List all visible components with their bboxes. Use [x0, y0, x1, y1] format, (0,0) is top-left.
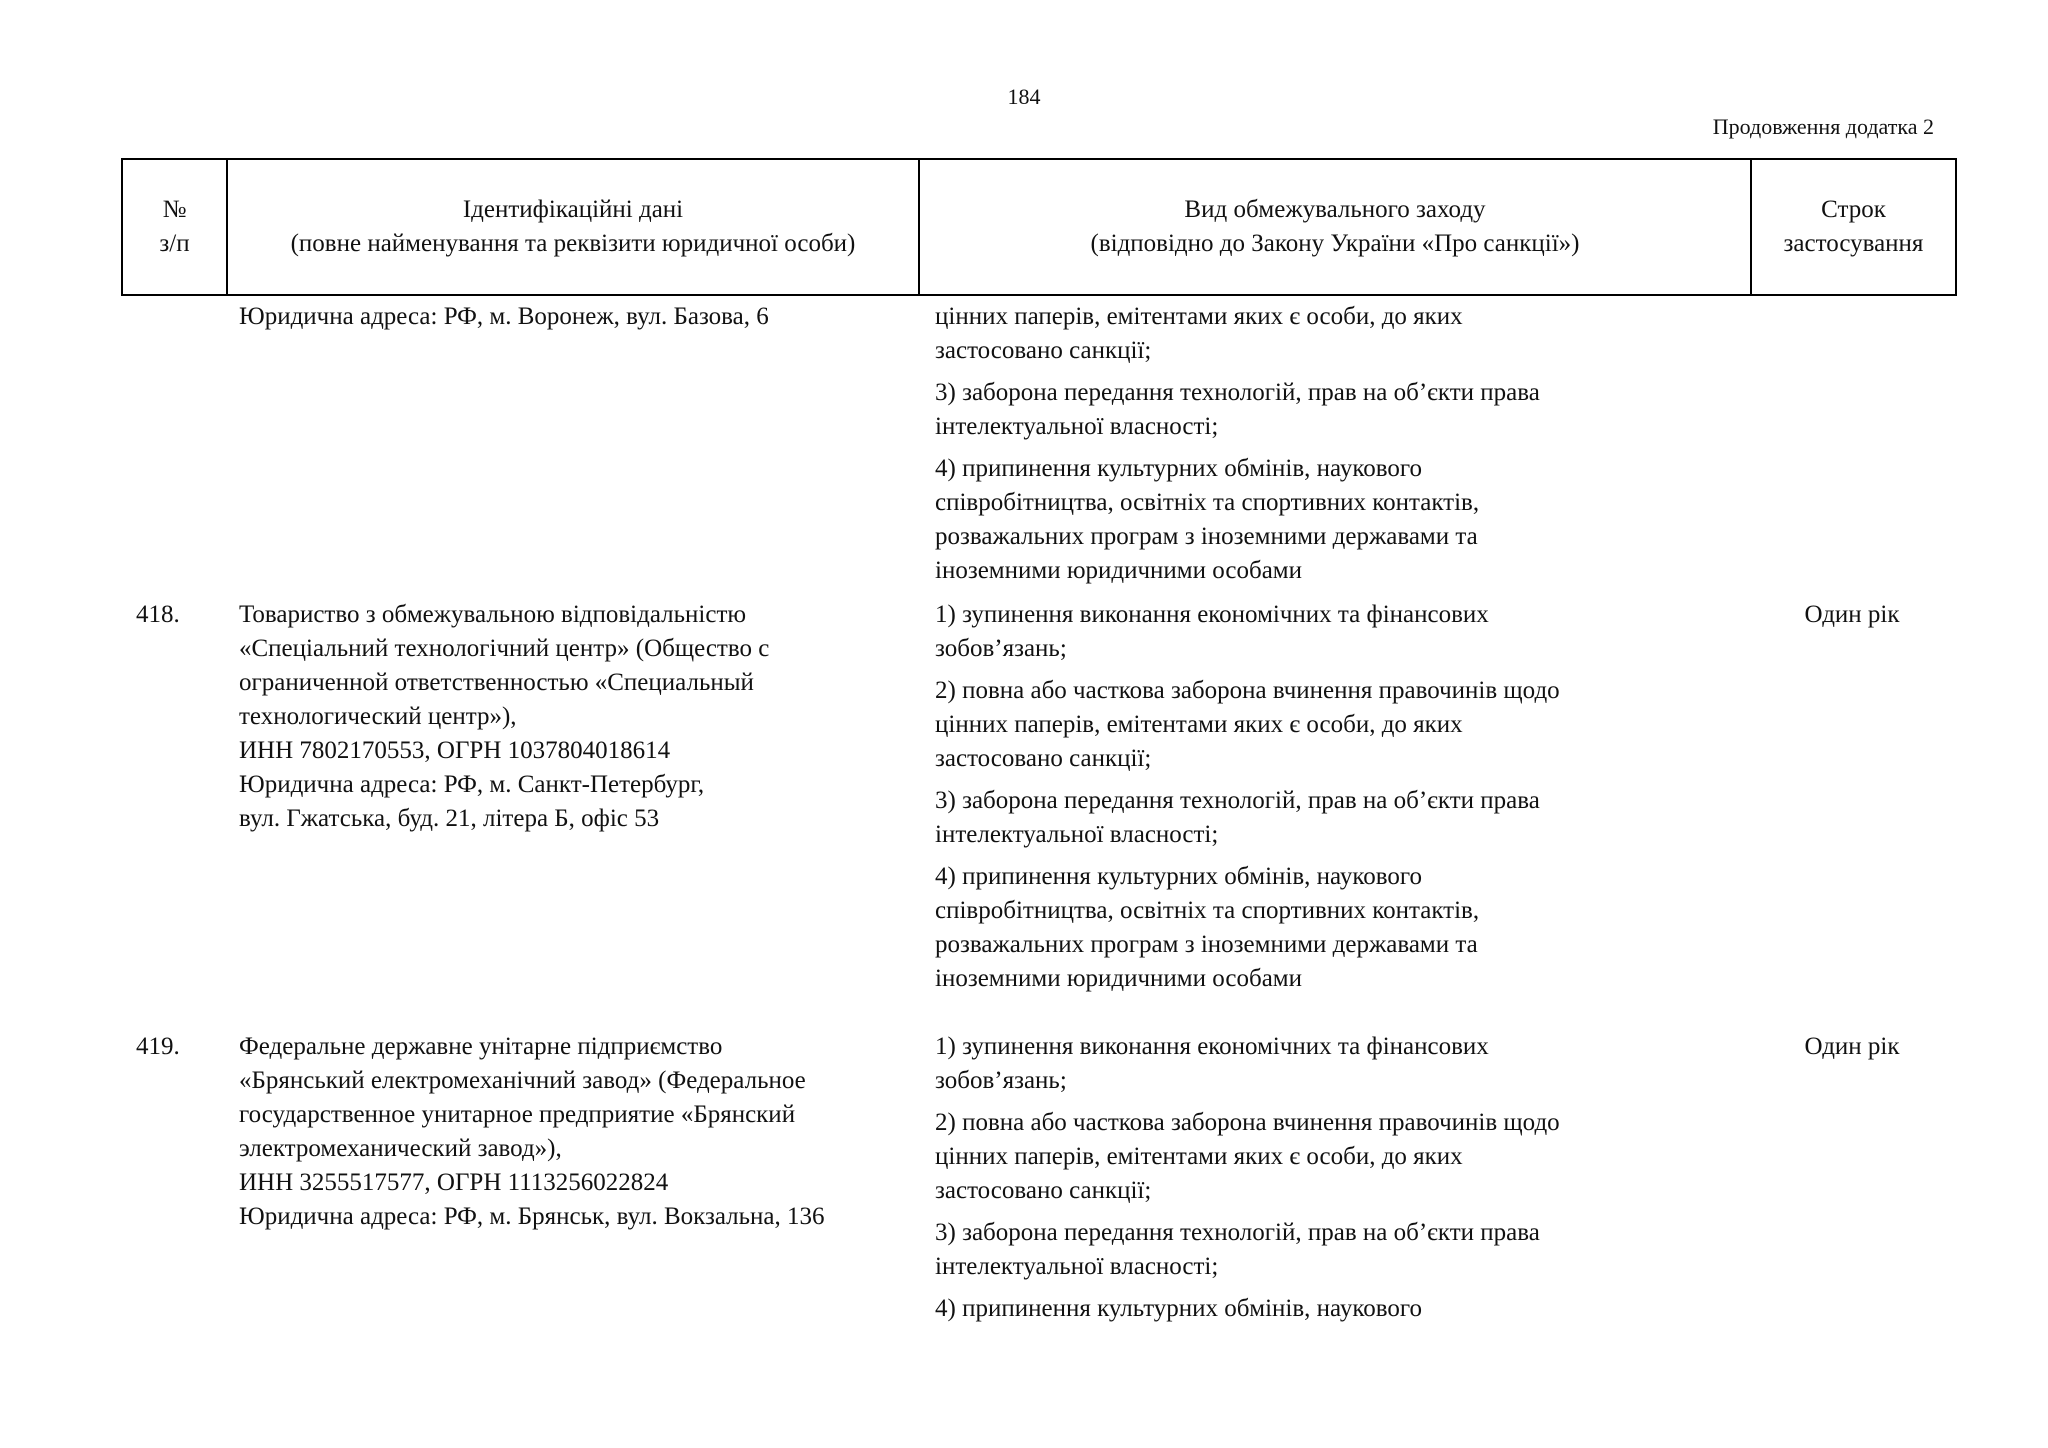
row-number: 419.: [136, 1033, 180, 1060]
measure-item: [935, 598, 1735, 666]
term-cell: Один рік: [1804, 601, 1900, 628]
measure-line: 2) повна або часткова заборона вчинення правочинів щодо: [935, 677, 1560, 704]
table-header: [121, 158, 1957, 296]
measure-line: застосовано санкції;: [935, 337, 1152, 364]
header-identification-line: Ідентифікаційні дані: [462, 196, 684, 223]
header-term-line: застосування: [1783, 230, 1924, 257]
measure-line: цінних паперів, емітентами яких є особи, до яких: [935, 1143, 1463, 1170]
measure-item: [935, 452, 1735, 588]
measure-line: 4) припинення культурних обмінів, наукового: [935, 863, 1423, 890]
identification-cell: [239, 300, 929, 334]
measure-line: 2) повна або часткова заборона вчинення правочинів щодо: [935, 1109, 1560, 1136]
measure-item: [935, 674, 1735, 776]
identification-line: Юридична адреса: РФ, м. Санкт-Петербург,: [239, 771, 705, 798]
term-cell: Один рік: [1804, 1033, 1900, 1060]
measure-line: розважальних програм з іноземними державами та: [935, 931, 1478, 958]
identification-line: электромеханический завод»),: [239, 1135, 562, 1162]
measure-item: [935, 860, 1735, 996]
measure-line: співробітництва, освітніх та спортивних контактів,: [935, 489, 1480, 516]
identification-line: Федеральне державне унітарне підприємство: [239, 1033, 723, 1060]
measure-line: іноземними юридичними особами: [935, 557, 1302, 584]
measure-line: інтелектуальної власності;: [935, 413, 1219, 440]
measure-line: застосовано санкції;: [935, 745, 1152, 772]
measure-line: 3) заборона передання технологій, прав на об’єкти права: [935, 787, 1540, 814]
measure-item: [935, 1030, 1735, 1098]
measure-item: [935, 1106, 1735, 1208]
identification-line: Товариство з обмежувальною відповідальністю: [239, 601, 747, 628]
measures-cell: [935, 598, 1735, 1004]
identification-line: вул. Гжатська, буд. 21, літера Б, офіс 53: [239, 805, 660, 832]
header-identification: [226, 160, 918, 294]
identification-line: ИНН 3255517577, ОГРН 1113256022824: [239, 1169, 669, 1196]
header-measure-line: Вид обмежувального заходу: [1184, 196, 1486, 223]
measure-line: співробітництва, освітніх та спортивних контактів,: [935, 897, 1480, 924]
header-measure: [918, 160, 1750, 294]
identification-cell: [239, 1030, 929, 1234]
measure-item: [935, 784, 1735, 852]
header-term-line: Строк: [1821, 196, 1886, 223]
measure-line: зобов’язань;: [935, 635, 1067, 662]
measure-line: 1) зупинення виконання економічних та фінансових: [935, 1033, 1489, 1060]
page-number: 184: [1007, 84, 1041, 109]
row-number: 418.: [136, 601, 180, 628]
header-term: [1750, 160, 1955, 294]
measure-line: інтелектуальної власності;: [935, 1253, 1219, 1280]
identification-line: Юридична адреса: РФ, м. Брянськ, вул. Вокзальна, 136: [239, 1203, 825, 1230]
identification-cell: [239, 598, 929, 836]
measure-line: цінних паперів, емітентами яких є особи, до яких: [935, 303, 1463, 330]
measures-cell: [935, 300, 1735, 596]
header-number: [123, 160, 226, 294]
measure-line: зобов’язань;: [935, 1067, 1067, 1094]
measures-cell: [935, 1030, 1735, 1334]
measure-line: 4) припинення культурних обмінів, наукового: [935, 1295, 1423, 1322]
identification-line: ИНН 7802170553, ОГРН 1037804018614: [239, 737, 671, 764]
measure-line: 1) зупинення виконання економічних та фінансових: [935, 601, 1489, 628]
measure-item: [935, 1292, 1735, 1326]
measure-line: іноземними юридичними особами: [935, 965, 1302, 992]
header-number-line: з/п: [159, 230, 190, 257]
measure-line: інтелектуальної власності;: [935, 821, 1219, 848]
measure-line: цінних паперів, емітентами яких є особи, до яких: [935, 711, 1463, 738]
measure-line: 3) заборона передання технологій, прав на об’єкти права: [935, 1219, 1540, 1246]
measure-item: [935, 300, 1735, 368]
identification-line: «Брянський електромеханічний завод» (Федеральное: [239, 1067, 806, 1094]
identification-line: Юридична адреса: РФ, м. Воронеж, вул. Базова, 6: [239, 303, 769, 330]
measure-line: застосовано санкції;: [935, 1177, 1152, 1204]
header-identification-line: (повне найменування та реквізити юридичної особи): [290, 230, 856, 257]
identification-line: государственное унитарное предприятие «Брянский: [239, 1101, 796, 1128]
measure-line: розважальних програм з іноземними державами та: [935, 523, 1478, 550]
identification-line: «Спеціальний технологічний центр» (Общество с: [239, 635, 770, 662]
continuation-label: Продовження додатка 2: [1712, 114, 1934, 139]
measure-item: [935, 1216, 1735, 1284]
measure-item: [935, 376, 1735, 444]
header-measure-line: (відповідно до Закону України «Про санкції»): [1090, 230, 1580, 257]
identification-line: ограниченной ответственностью «Специальный: [239, 669, 754, 696]
header-number-line: №: [162, 196, 187, 223]
measure-line: 3) заборона передання технологій, прав на об’єкти права: [935, 379, 1540, 406]
measure-line: 4) припинення культурних обмінів, наукового: [935, 455, 1423, 482]
identification-line: технологический центр»),: [239, 703, 517, 730]
